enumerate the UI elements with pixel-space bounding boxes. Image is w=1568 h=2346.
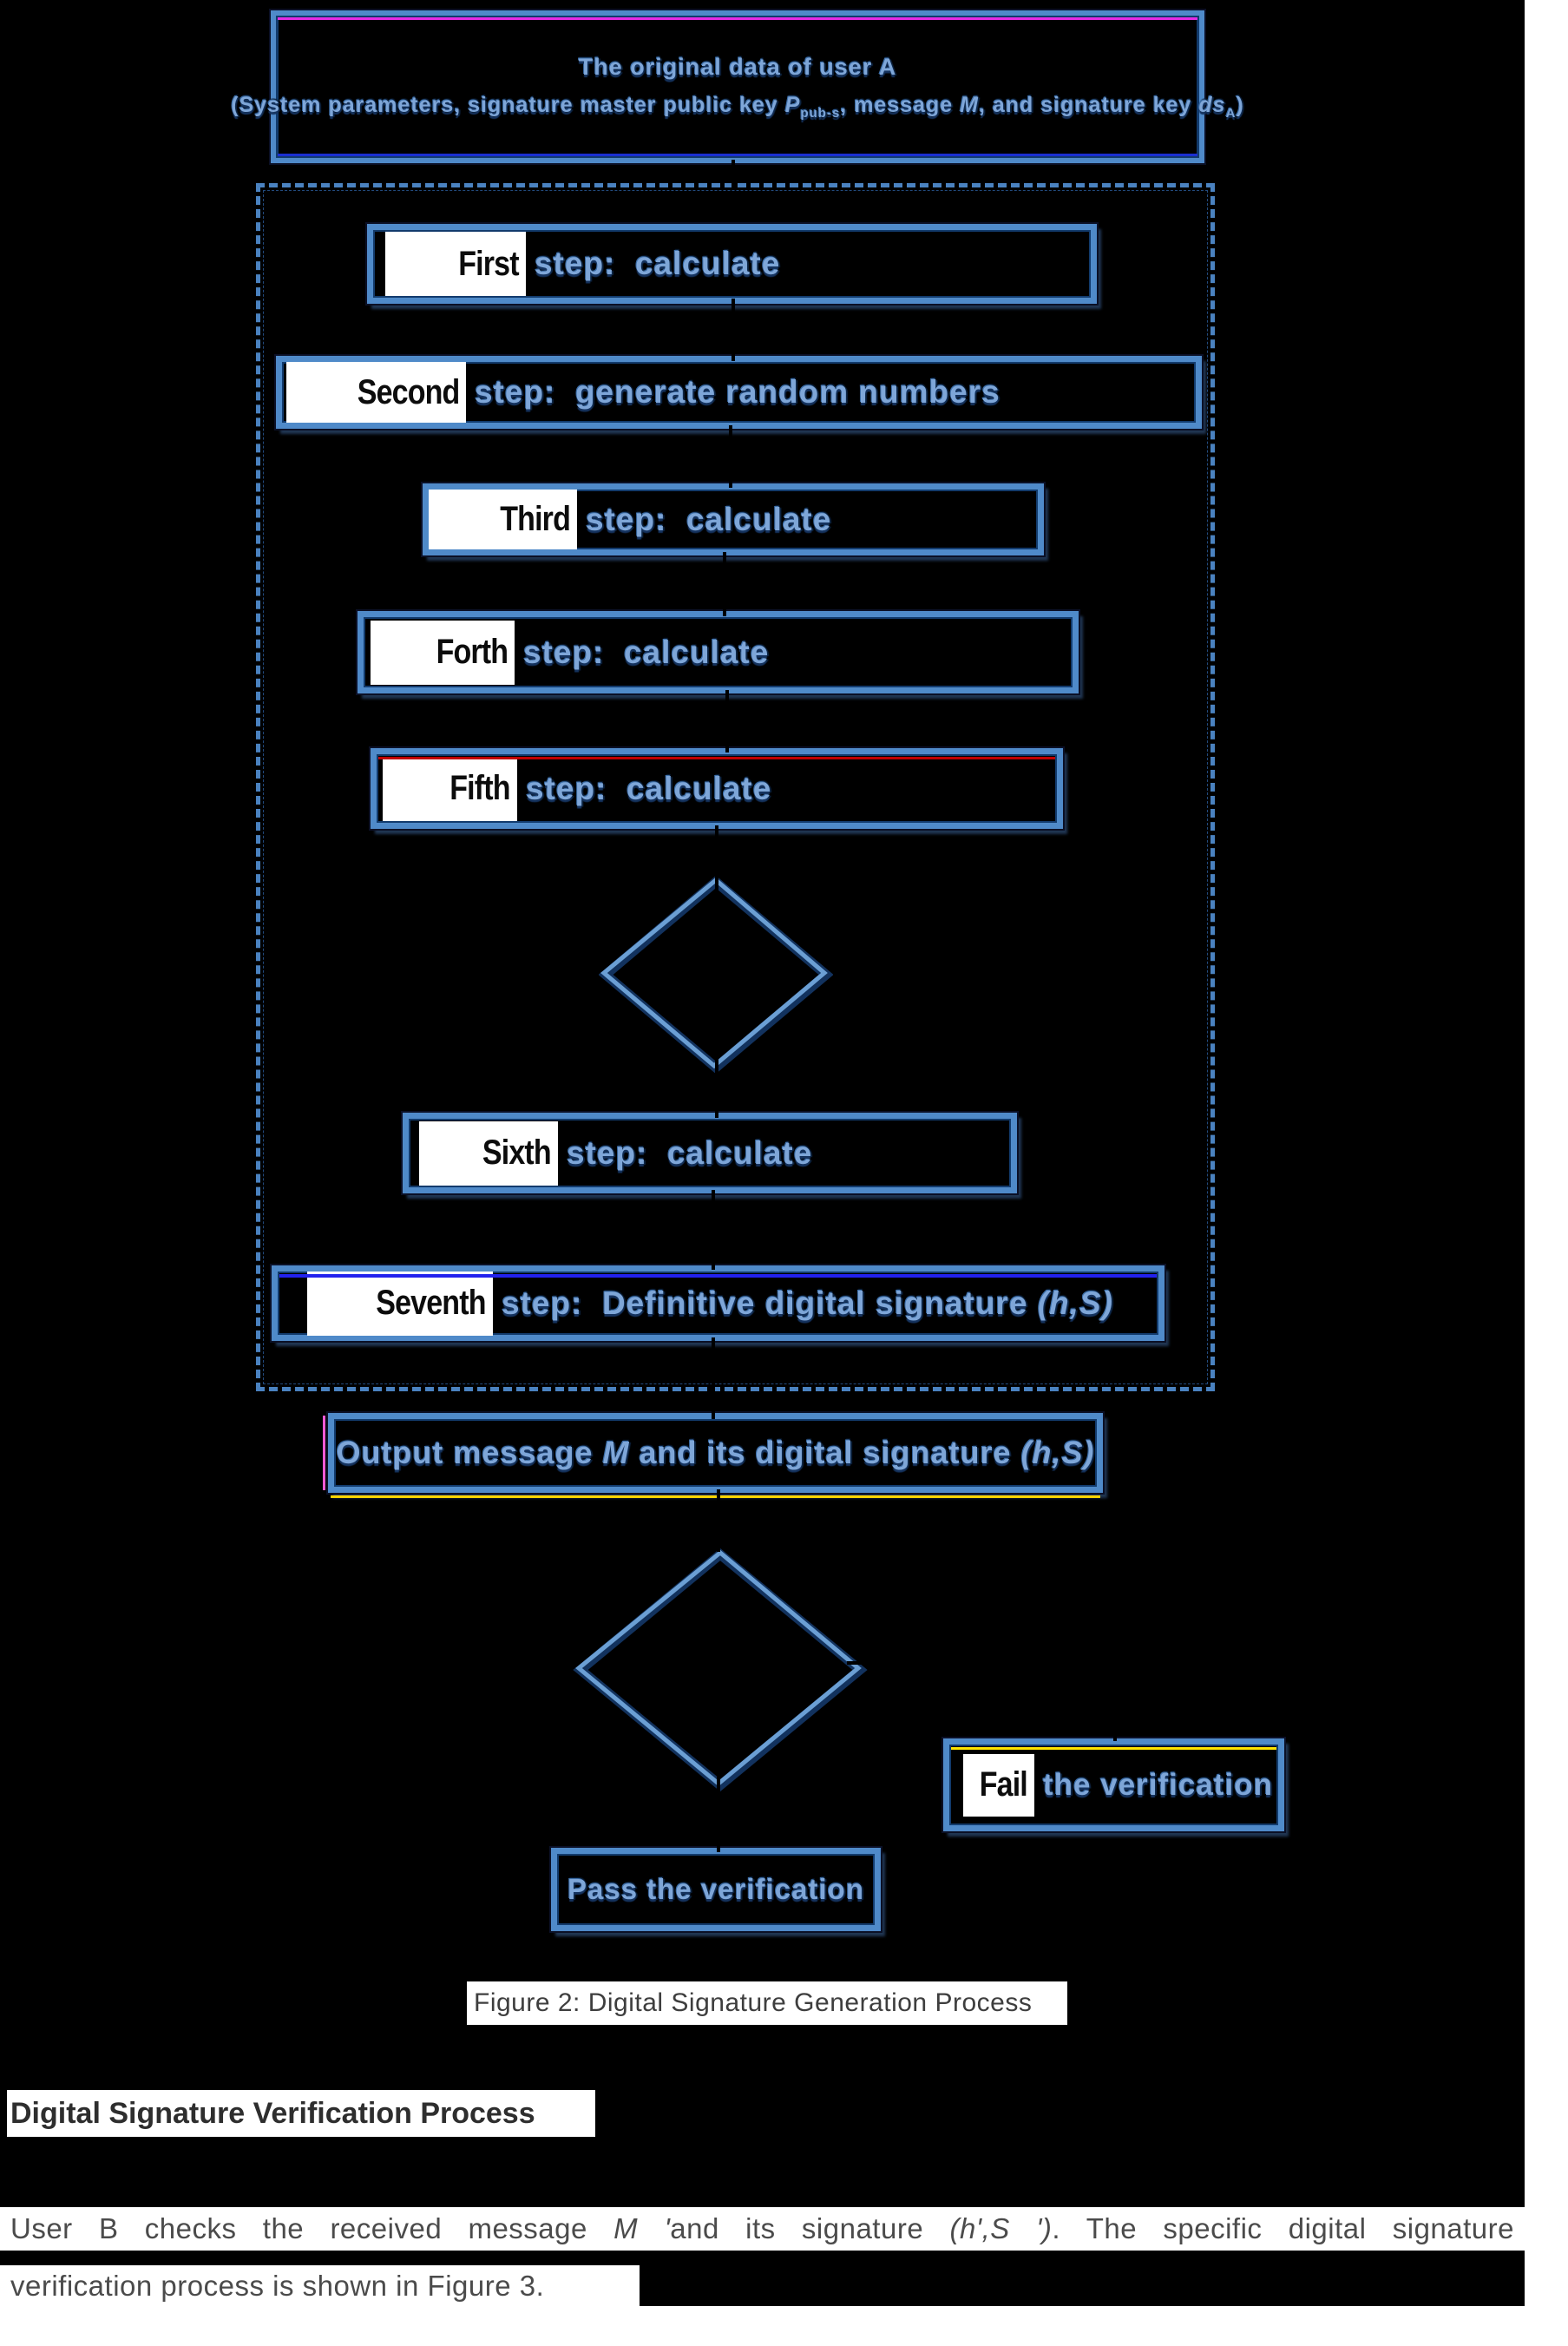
yellow-accent-line	[331, 1495, 1100, 1498]
page-right-margin	[1525, 0, 1568, 2346]
original-data-box	[231, 10, 1244, 163]
paragraph-line-2: verification process is shown in Figure 3.	[0, 2265, 640, 2307]
step-word-patch	[307, 1272, 493, 1336]
connector-line	[732, 160, 735, 189]
flow-box-forth-step	[358, 611, 1079, 693]
flow-box-fifth-step	[371, 748, 1063, 829]
step-word: Fifth	[449, 769, 510, 807]
step-word-patch	[371, 621, 515, 685]
step-word: Third	[500, 500, 570, 538]
connector-line	[723, 552, 726, 616]
flow-box-seventh-step	[272, 1265, 1165, 1341]
paragraph-line-1: User B checks the received message M 'and its signature (h',S '). The specific digital signature	[0, 2207, 1525, 2251]
red-accent-line	[378, 757, 1055, 759]
flow-box-second-step	[276, 356, 1202, 429]
connector-line	[729, 425, 732, 488]
connector-line	[712, 1190, 715, 1270]
fail-word: Fail	[979, 1765, 1027, 1804]
magenta-accent-line	[278, 17, 1197, 20]
section-heading: Digital Signature Verification Process	[7, 2090, 595, 2137]
step-text: step: calculate	[567, 1134, 813, 1171]
pass-verification-box	[551, 1848, 881, 1931]
connector-line	[725, 690, 729, 752]
step-word-patch	[383, 757, 517, 821]
page-bottom-margin	[0, 2306, 1525, 2346]
decision-diamond-1	[599, 875, 833, 1074]
output-message-box	[328, 1413, 1103, 1493]
step-text: step: Definitive digital signature (h,S)	[502, 1285, 1114, 1321]
output-text: Output message M and its digital signature (h,S)	[336, 1435, 1095, 1470]
fail-text: the verification	[1043, 1767, 1273, 1802]
step-text: step: calculate	[523, 634, 770, 670]
connector-line	[1113, 1661, 1117, 1741]
step-word: Seventh	[376, 1284, 486, 1322]
step-word: Sixth	[482, 1134, 551, 1172]
step-text: step: calculate	[526, 770, 772, 806]
flow-box-third-step	[423, 483, 1044, 555]
decision-diamond-2	[573, 1547, 868, 1793]
pass-text: Pass the verification	[567, 1873, 864, 1905]
step-text: step: calculate	[535, 246, 781, 281]
step-word: First	[458, 244, 519, 283]
fail-verification-box	[943, 1738, 1284, 1831]
step-text: step: calculate	[586, 501, 832, 537]
step-word: Forth	[436, 633, 508, 671]
connector-line	[717, 1489, 720, 1552]
step-text: step: generate random numbers	[475, 374, 1001, 410]
connector-line	[732, 299, 735, 361]
flow-box-sixth-step	[403, 1113, 1017, 1193]
connector-line	[712, 1337, 715, 1419]
connector-line	[717, 1776, 720, 1852]
yellow-accent-line	[951, 1747, 1276, 1750]
step-word-patch	[385, 232, 526, 296]
step-word-patch	[286, 362, 466, 423]
blue-accent-line	[279, 1274, 1157, 1278]
original-data-title: The original data of user A	[578, 53, 897, 80]
step-word: Second	[357, 372, 459, 411]
step-word-patch	[429, 490, 577, 549]
connector-line	[715, 825, 718, 891]
connector-line	[715, 1055, 718, 1118]
flow-box-first-step	[367, 224, 1097, 304]
pink-accent-line	[323, 1416, 325, 1490]
step-word-patch	[963, 1754, 1034, 1817]
original-data-detail: (System parameters, signature master public key $P_{pub-s}$, message M, and signature key $ds_A$)	[231, 92, 1244, 121]
connector-line	[847, 1661, 1116, 1665]
step-word-patch	[419, 1121, 558, 1186]
blue-accent-line	[278, 154, 1197, 156]
figure-caption: Figure 2: Digital Signature Generation Process	[467, 1981, 1067, 2025]
